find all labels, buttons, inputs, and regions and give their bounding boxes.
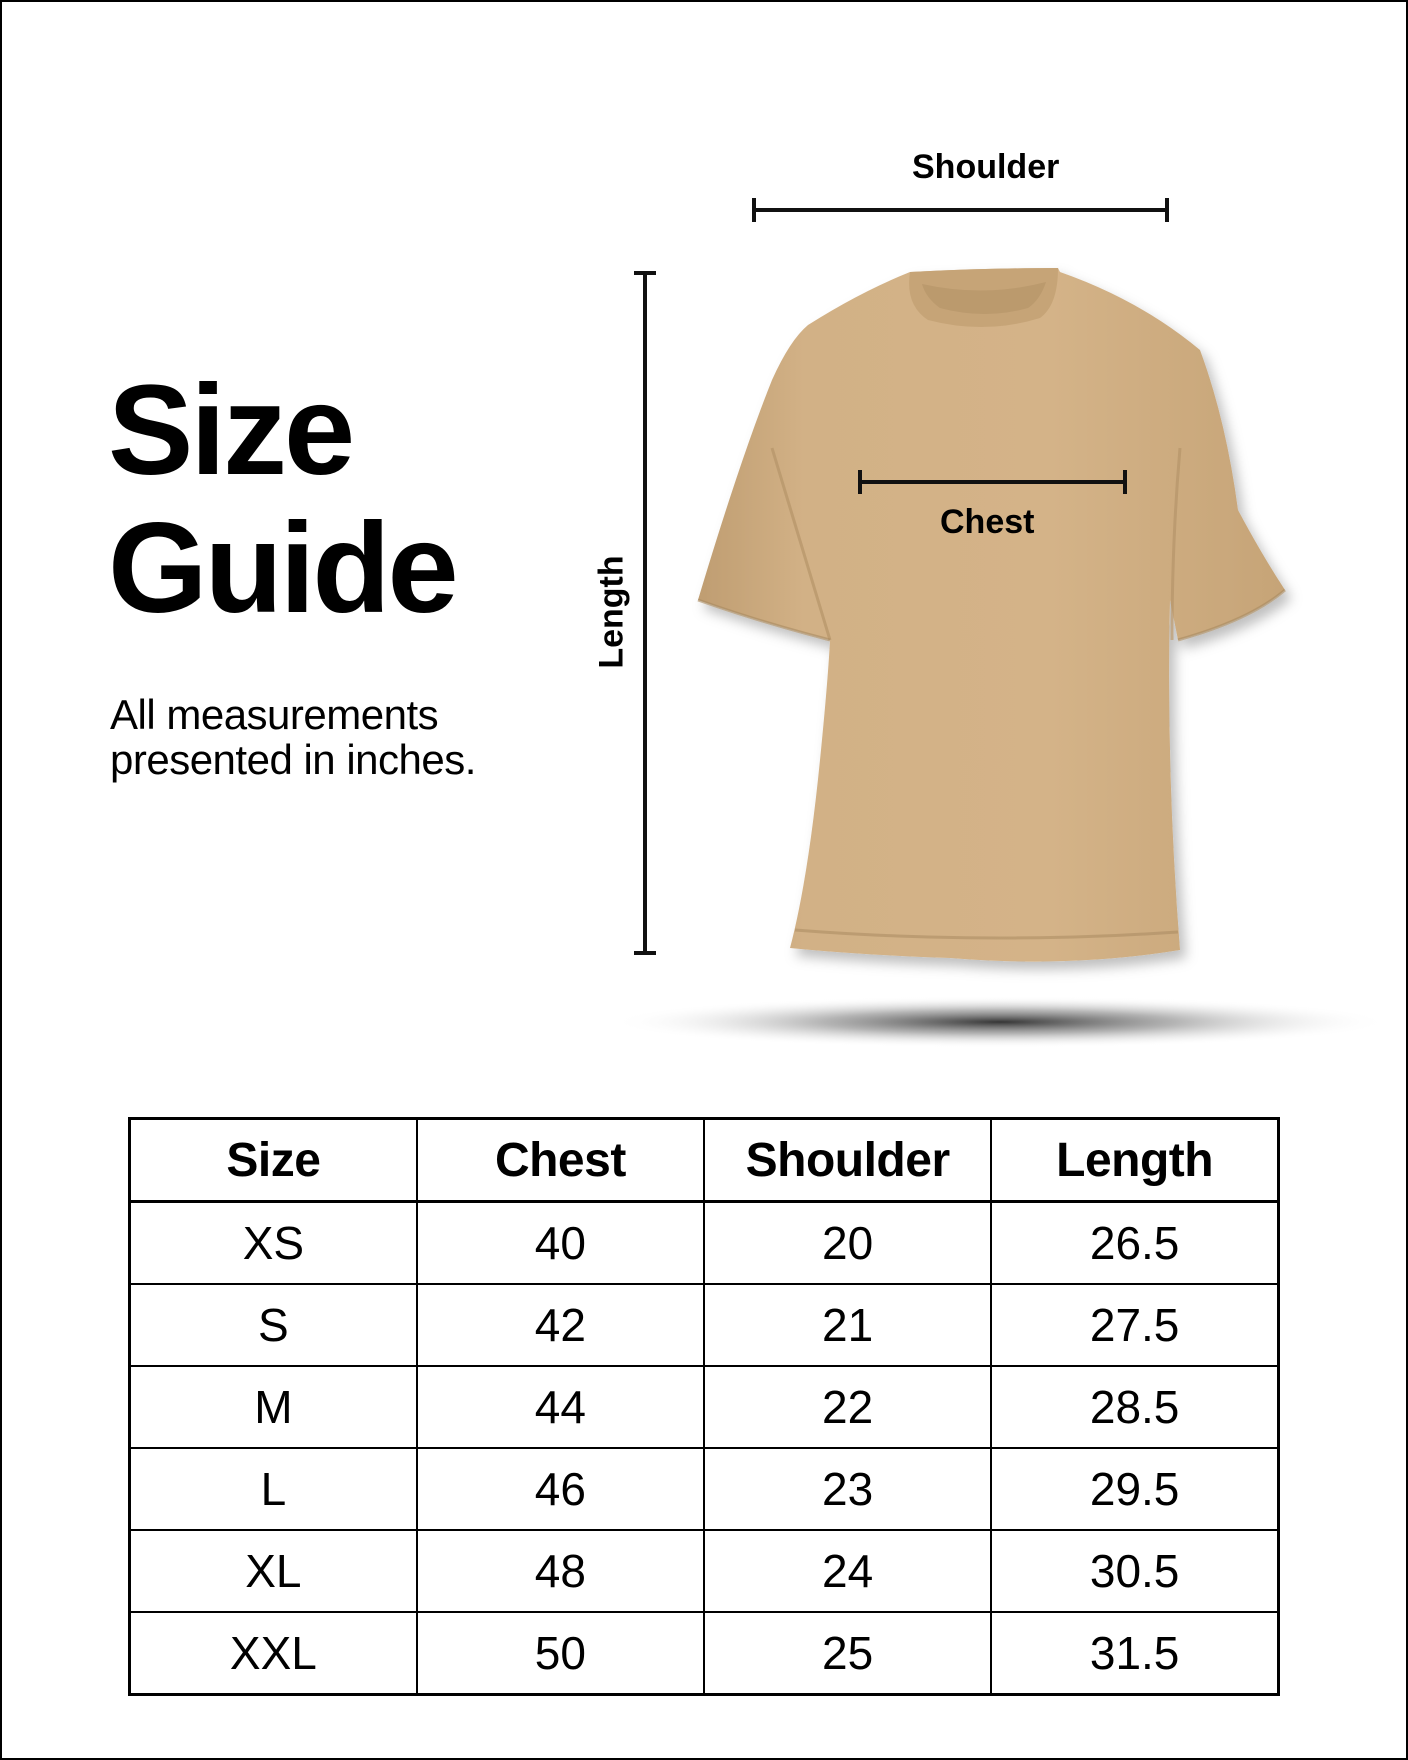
table-header-row: [130, 1119, 1279, 1202]
table-row: [130, 1530, 1279, 1612]
table-row: [130, 1284, 1279, 1366]
cell-size: XL: [130, 1530, 417, 1612]
table-row: [130, 1448, 1279, 1530]
floor-shadow: [610, 996, 1390, 1048]
cell-length: 31.5: [991, 1612, 1278, 1695]
table-row: [130, 1202, 1279, 1285]
title-line-1: Size: [108, 359, 353, 502]
length-label: Length: [592, 555, 631, 669]
cell-length: 26.5: [991, 1202, 1278, 1285]
cell-length: 27.5: [991, 1284, 1278, 1366]
length-measure-line: [634, 273, 656, 953]
tshirt-shape: [698, 268, 1285, 962]
shoulder-label: Shoulder: [912, 148, 1060, 186]
chest-label: Chest: [940, 503, 1035, 541]
header-size: Size: [130, 1119, 417, 1202]
table-row: [130, 1366, 1279, 1448]
cell-size: XS: [130, 1202, 417, 1285]
cell-chest: 48: [417, 1530, 704, 1612]
cell-length: 30.5: [991, 1530, 1278, 1612]
header-shoulder: Shoulder: [704, 1119, 991, 1202]
shoulder-measure-line: [754, 198, 1167, 222]
cell-chest: 42: [417, 1284, 704, 1366]
cell-size: L: [130, 1448, 417, 1530]
cell-size: XXL: [130, 1612, 417, 1695]
cell-shoulder: 21: [704, 1284, 991, 1366]
cell-shoulder: 20: [704, 1202, 991, 1285]
size-table: [128, 1117, 1280, 1696]
cell-chest: 50: [417, 1612, 704, 1695]
measurement-note: All measurements presented in inches.: [110, 691, 476, 783]
cell-shoulder: 23: [704, 1448, 991, 1530]
cell-chest: 44: [417, 1366, 704, 1448]
header-chest: Chest: [417, 1119, 704, 1202]
cell-shoulder: 22: [704, 1366, 991, 1448]
cell-size: M: [130, 1366, 417, 1448]
cell-length: 28.5: [991, 1366, 1278, 1448]
table-row: [130, 1612, 1279, 1695]
title-line-2: Guide: [108, 497, 456, 640]
cell-chest: 40: [417, 1202, 704, 1285]
cell-shoulder: 24: [704, 1530, 991, 1612]
cell-shoulder: 25: [704, 1612, 991, 1695]
cell-length: 29.5: [991, 1448, 1278, 1530]
cell-chest: 46: [417, 1448, 704, 1530]
header-length: Length: [991, 1119, 1278, 1202]
cell-size: S: [130, 1284, 417, 1366]
